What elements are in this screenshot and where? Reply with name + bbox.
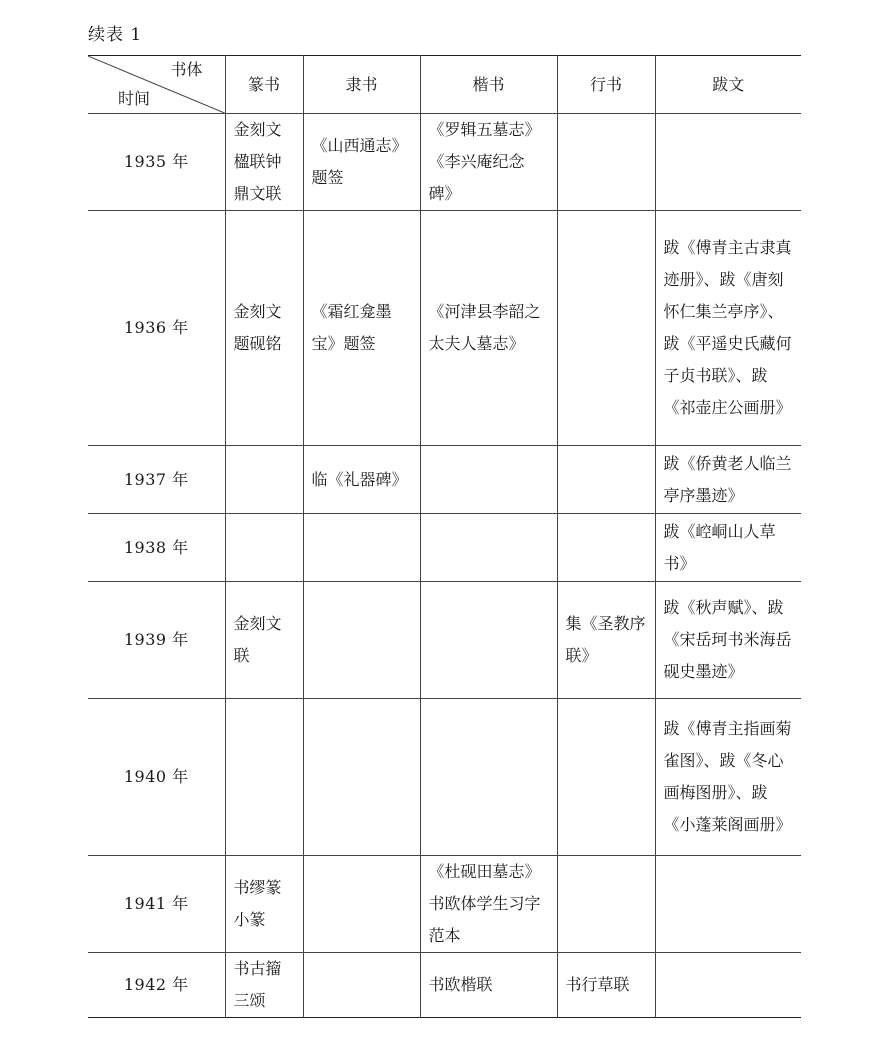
year-cell: 1941 年 — [88, 856, 225, 953]
li-cell — [303, 953, 420, 1018]
header-row — [88, 56, 801, 114]
ba-cell: 跋《傅青主古隶真迹册》、跋《唐刻怀仁集兰亭序》、跋《平遥史氏藏何子贞书联》、跋《祁壶庄公画册》 — [655, 211, 801, 446]
kai-cell: 《杜砚田墓志》书欧体学生习字范本 — [420, 856, 557, 953]
table-row — [88, 211, 801, 446]
zhuan-cell: 金刻文楹联钟鼎文联 — [225, 114, 303, 211]
year-cell: 1935 年 — [88, 114, 225, 211]
calligraphy-table — [88, 55, 801, 1018]
xing-cell — [557, 856, 655, 953]
ba-cell — [655, 856, 801, 953]
li-cell: 临《礼器碑》 — [303, 446, 420, 514]
zhuan-cell — [225, 446, 303, 514]
xing-cell — [557, 446, 655, 514]
li-cell — [303, 699, 420, 856]
li-cell — [303, 514, 420, 582]
table-row — [88, 953, 801, 1018]
xing-cell: 集《圣教序联》 — [557, 582, 655, 699]
ba-cell: 跋《秋声赋》、跋《宋岳珂书米海岳砚史墨迹》 — [655, 582, 801, 699]
zhuan-cell — [225, 514, 303, 582]
year-cell: 1942 年 — [88, 953, 225, 1018]
table-row — [88, 114, 801, 211]
kai-cell: 《罗辑五墓志》《李兴庵纪念碑》 — [420, 114, 557, 211]
ba-cell: 跋《傅青主指画菊雀图》、跋《冬心画梅图册》、跋《小蓬莱阁画册》 — [655, 699, 801, 856]
year-cell: 1937 年 — [88, 446, 225, 514]
kai-cell — [420, 582, 557, 699]
zhuan-cell — [225, 699, 303, 856]
li-cell — [303, 856, 420, 953]
li-cell — [303, 582, 420, 699]
year-cell: 1940 年 — [88, 699, 225, 856]
year-cell: 1936 年 — [88, 211, 225, 446]
ba-cell: 跋《崆峒山人草书》 — [655, 514, 801, 582]
ba-cell — [655, 114, 801, 211]
header-col-xing: 行书 — [557, 56, 655, 114]
xing-cell — [557, 114, 655, 211]
table-row — [88, 446, 801, 514]
diagonal-line — [88, 56, 225, 113]
zhuan-cell: 书缪篆小篆 — [225, 856, 303, 953]
ba-cell — [655, 953, 801, 1018]
kai-cell — [420, 699, 557, 856]
table-row — [88, 582, 801, 699]
zhuan-cell: 金刻文题砚铭 — [225, 211, 303, 446]
year-cell: 1939 年 — [88, 582, 225, 699]
zhuan-cell: 书古籀三颂 — [225, 953, 303, 1018]
header-style-label: 书体 — [170, 60, 203, 79]
zhuan-cell: 金刻文联 — [225, 582, 303, 699]
header-time-label: 时间 — [118, 89, 151, 108]
diagonal-header-cell — [88, 56, 225, 114]
table-row — [88, 699, 801, 856]
year-cell: 1938 年 — [88, 514, 225, 582]
xing-cell — [557, 211, 655, 446]
header-col-zhuan: 篆书 — [225, 56, 303, 114]
li-cell: 《山西通志》题签 — [303, 114, 420, 211]
li-cell: 《霜红龛墨宝》题签 — [303, 211, 420, 446]
kai-cell — [420, 514, 557, 582]
xing-cell — [557, 699, 655, 856]
xing-cell: 书行草联 — [557, 953, 655, 1018]
kai-cell: 书欧楷联 — [420, 953, 557, 1018]
ba-cell: 跋《侨黄老人临兰亭序墨迹》 — [655, 446, 801, 514]
header-col-kai: 楷书 — [420, 56, 557, 114]
kai-cell — [420, 446, 557, 514]
kai-cell: 《河津县李韶之太夫人墓志》 — [420, 211, 557, 446]
xing-cell — [557, 514, 655, 582]
table-row — [88, 514, 801, 582]
header-col-li: 隶书 — [303, 56, 420, 114]
table-caption: 续表 1 — [88, 25, 143, 45]
table-row — [88, 856, 801, 953]
header-col-ba: 跋文 — [655, 56, 801, 114]
